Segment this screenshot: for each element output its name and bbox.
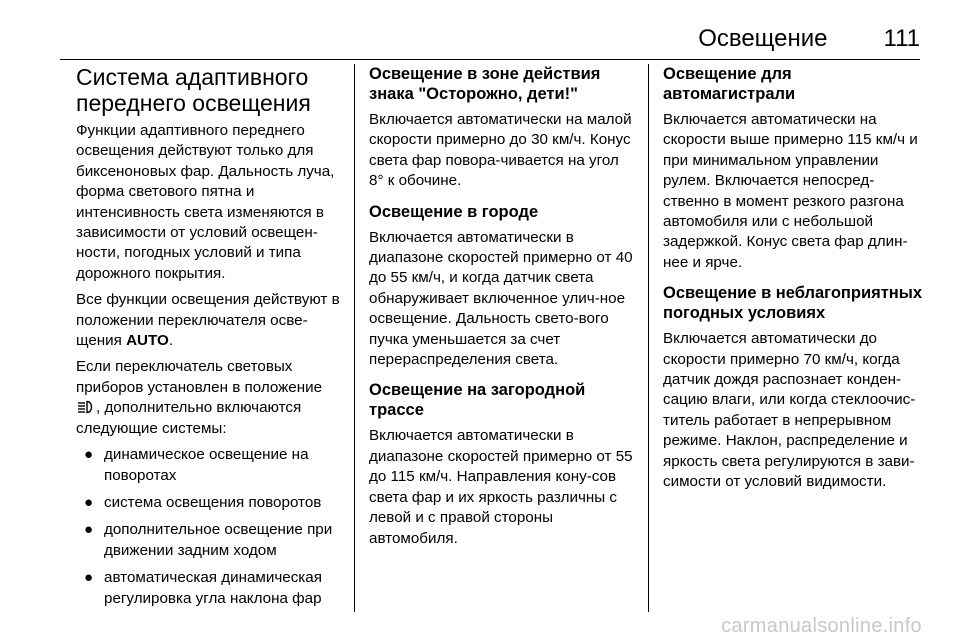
motorway-text: Включается автоматически на скорости выше примерно 115 км/ч и при минимальном управлении рулем. Включается непосред-ственно в момент резкого разгона автомобиля или с небольшой задержкой. Конус света фар длин-нее и ярче.	[663, 111, 918, 271]
bullet-icon: ●	[84, 569, 94, 587]
list-item	[76, 520, 346, 561]
list-item-text: динамическое освещение на поворотах	[104, 446, 309, 484]
page-header	[60, 22, 920, 56]
column-divider-2	[648, 64, 649, 612]
list-item	[76, 445, 346, 486]
city-text: Включается автоматически в диапазоне скоростей примерно от 40 до 55 км/ч, и когда датчик света обнаруживает включенное улич-ное освещение. Дальность свето-вого пучка уменьшается за счет перераспределения света.	[369, 228, 633, 369]
auto-text-before: Все функции освещения действуют в положении переключателя осве-щения	[76, 291, 340, 350]
country-text: Включается автоматически в диапазоне скоростей примерно от 55 до 115 км/ч. Направления кону-сов света фар и их яркость различны с левой и с правой стороны автомобиля.	[369, 427, 633, 547]
list-item	[76, 568, 346, 609]
column-divider-1	[354, 64, 355, 612]
list-item	[76, 493, 346, 513]
country-heading: Освещение на загородной трассе	[369, 381, 586, 420]
systems-list	[76, 445, 346, 609]
bullet-icon: ●	[84, 521, 94, 539]
switch-paragraph	[76, 357, 346, 439]
column-2	[369, 64, 633, 555]
school-zone-heading: Освещение в зоне действия знака "Осторожно, дети!"	[369, 65, 601, 103]
headlight-icon	[76, 400, 96, 414]
column-1	[76, 64, 346, 616]
watermark: carmanualsonline.info	[721, 615, 922, 637]
school-zone-text: Включается автоматически на малой скорости примерно до 30 км/ч. Конус света фар повора-чивается на угол 8° к обочине.	[369, 111, 632, 190]
weather-heading: Освещение в неблагоприятных погодных условиях	[663, 284, 923, 323]
weather-text: Включается автоматически до скорости примерно 70 км/ч, когда датчик дождя распознает конден-сацию влаги, или когда стеклоочис-титель работает в непрерывном режиме. Наклон, распределение и яркость света регулируются в зави-симости от условий видимости.	[663, 330, 916, 491]
list-item-text: дополнительное освещение при движении задним ходом	[104, 521, 333, 559]
header-rule	[60, 59, 920, 60]
auto-paragraph	[76, 290, 346, 351]
intro-paragraph: Функции адаптивного переднего освещения действуют только для биксеноновых фар. Дальность луча, форма светового пятна и интенсивность света изменяются в зависимости от условий освещен-ности, погодных условий и типа дорожного покрытия.	[76, 122, 335, 282]
list-item-text: система освещения поворотов	[104, 493, 322, 511]
section-heading: Система адаптивного переднего освещения	[76, 64, 311, 116]
switch-text-after: , дополнительно включаются следующие системы:	[76, 399, 302, 437]
column-3	[663, 64, 925, 499]
page-number: 111	[883, 25, 920, 52]
motorway-heading: Освещение для автомагистрали	[663, 65, 796, 103]
auto-text-after: .	[168, 332, 174, 350]
bullet-icon: ●	[84, 446, 94, 464]
switch-text-before: Если переключатель световых приборов установлен в положение	[76, 358, 323, 396]
section-title: Освещение	[698, 25, 828, 52]
bullet-icon: ●	[84, 493, 94, 511]
list-item-text: автоматическая динамическая регулировка угла наклона фар	[104, 569, 322, 607]
auto-label: AUTO	[126, 332, 169, 350]
city-heading: Освещение в городе	[369, 202, 539, 221]
